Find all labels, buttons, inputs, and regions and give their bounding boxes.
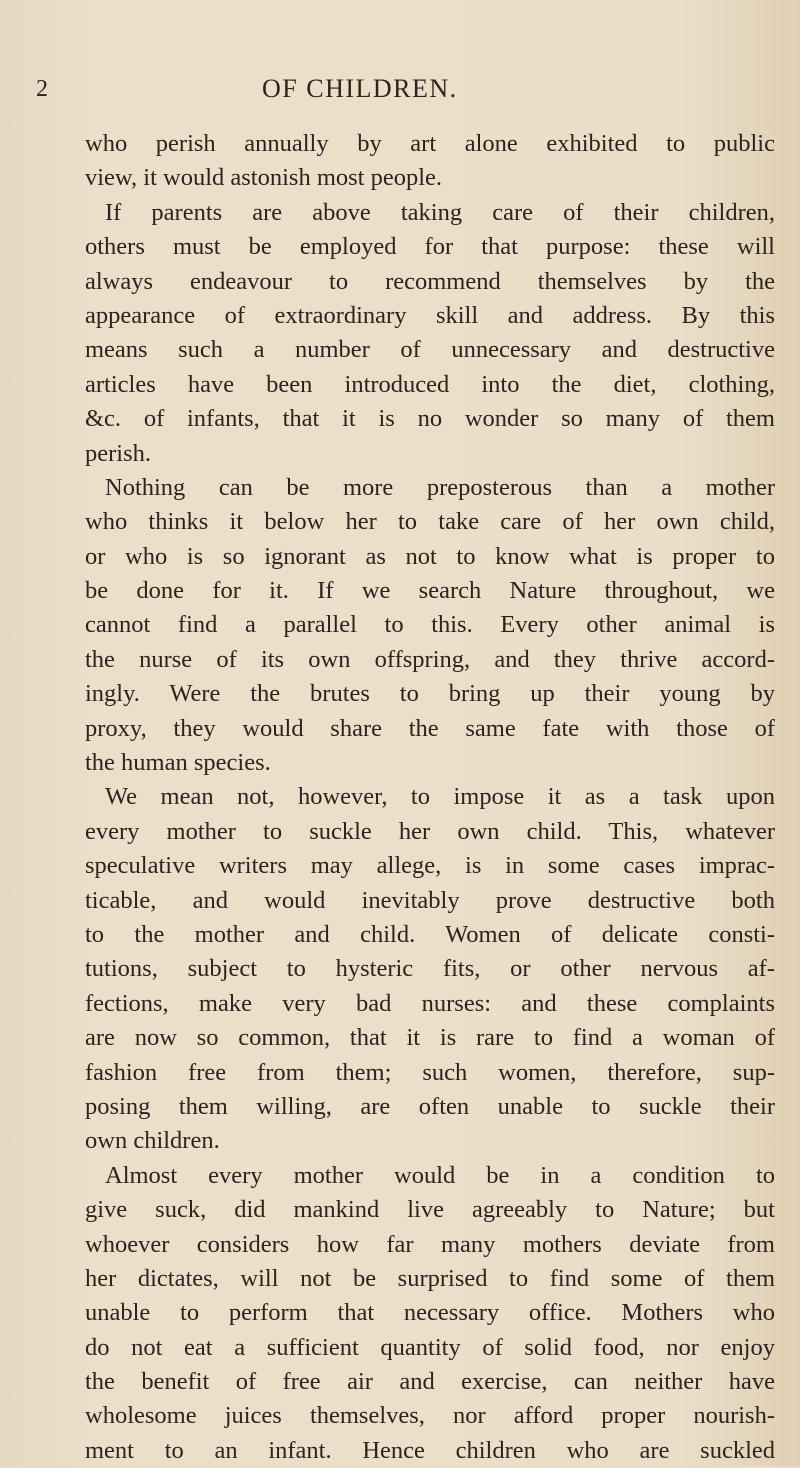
text-line: view, it would astonish most people. (85, 164, 443, 192)
text-line: or who is so ignorant as not to know what is proper to (85, 542, 775, 570)
text-line: cannot find a parallel to this. Every other animal is (85, 611, 775, 639)
text-line: appearance of extraordinary skill and address. By this (85, 301, 775, 329)
text-line: whoever considers how far many mothers deviate from (85, 1230, 775, 1258)
text-line: Almost every mother would be in a condition to (105, 1161, 775, 1189)
text-line: the human species. (85, 749, 271, 777)
text-line: to the mother and child. Women of delicate consti- (85, 920, 775, 948)
text-line: posing them willing, are often unable to suckle their (85, 1092, 775, 1120)
text-line: ment to an infant. Hence children who are suckled (85, 1436, 775, 1464)
text-line: wholesome juices themselves, nor afford proper nourish- (85, 1402, 775, 1430)
text-line: perish. (85, 439, 151, 467)
running-head: OF CHILDREN. (262, 74, 458, 103)
body-text (85, 127, 775, 1468)
text-line: We mean not, however, to impose it as a task upon (105, 783, 775, 811)
text-line: every mother to suckle her own child. This, whatever (85, 817, 775, 845)
text-line: give suck, did mankind live agreeably to Nature; but (85, 1196, 775, 1224)
text-line: fashion free from them; such women, therefore, sup- (85, 1058, 775, 1086)
text-line: means such a number of unnecessary and destructive (85, 336, 775, 364)
text-line: be done for it. If we search Nature throughout, we (85, 577, 775, 605)
text-line: who thinks it below her to take care of her own child, (85, 508, 775, 536)
text-line: others must be employed for that purpose: these will (85, 233, 775, 261)
text-line: If parents are above taking care of their children, (105, 198, 775, 226)
text-line: proxy, they would share the same fate with those of (85, 714, 775, 742)
text-line: speculative writers may allege, is in some cases imprac- (85, 852, 775, 880)
text-line: &c. of infants, that it is no wonder so many of them (85, 405, 775, 433)
text-line: ticable, and would inevitably prove destructive both (85, 886, 775, 914)
text-line: own children. (85, 1127, 220, 1155)
text-line: are now so common, that it is rare to find a woman of (85, 1024, 775, 1052)
page-header (0, 72, 800, 106)
text-line: ingly. Were the brutes to bring up their young by (85, 680, 775, 708)
text-line: unable to perform that necessary office. Mothers who (85, 1299, 775, 1327)
text-line: tutions, subject to hysteric fits, or other nervous af- (85, 955, 775, 983)
page-number: 2 (36, 76, 48, 102)
text-line: do not eat a sufficient quantity of solid food, nor enjoy (85, 1333, 775, 1361)
text-line: articles have been introduced into the diet, clothing, (85, 370, 775, 398)
text-line: always endeavour to recommend themselves by the (85, 267, 775, 295)
text-line: the benefit of free air and exercise, can neither have (85, 1368, 775, 1396)
text-line: the nurse of its own offspring, and they thrive accord- (85, 645, 775, 673)
text-line: who perish annually by art alone exhibited to public (85, 130, 775, 157)
text-line: fections, make very bad nurses: and these complaints (85, 989, 775, 1017)
text-line: Nothing can be more preposterous than a mother (105, 473, 775, 501)
text-line: her dictates, will not be surprised to find some of them (85, 1264, 775, 1292)
